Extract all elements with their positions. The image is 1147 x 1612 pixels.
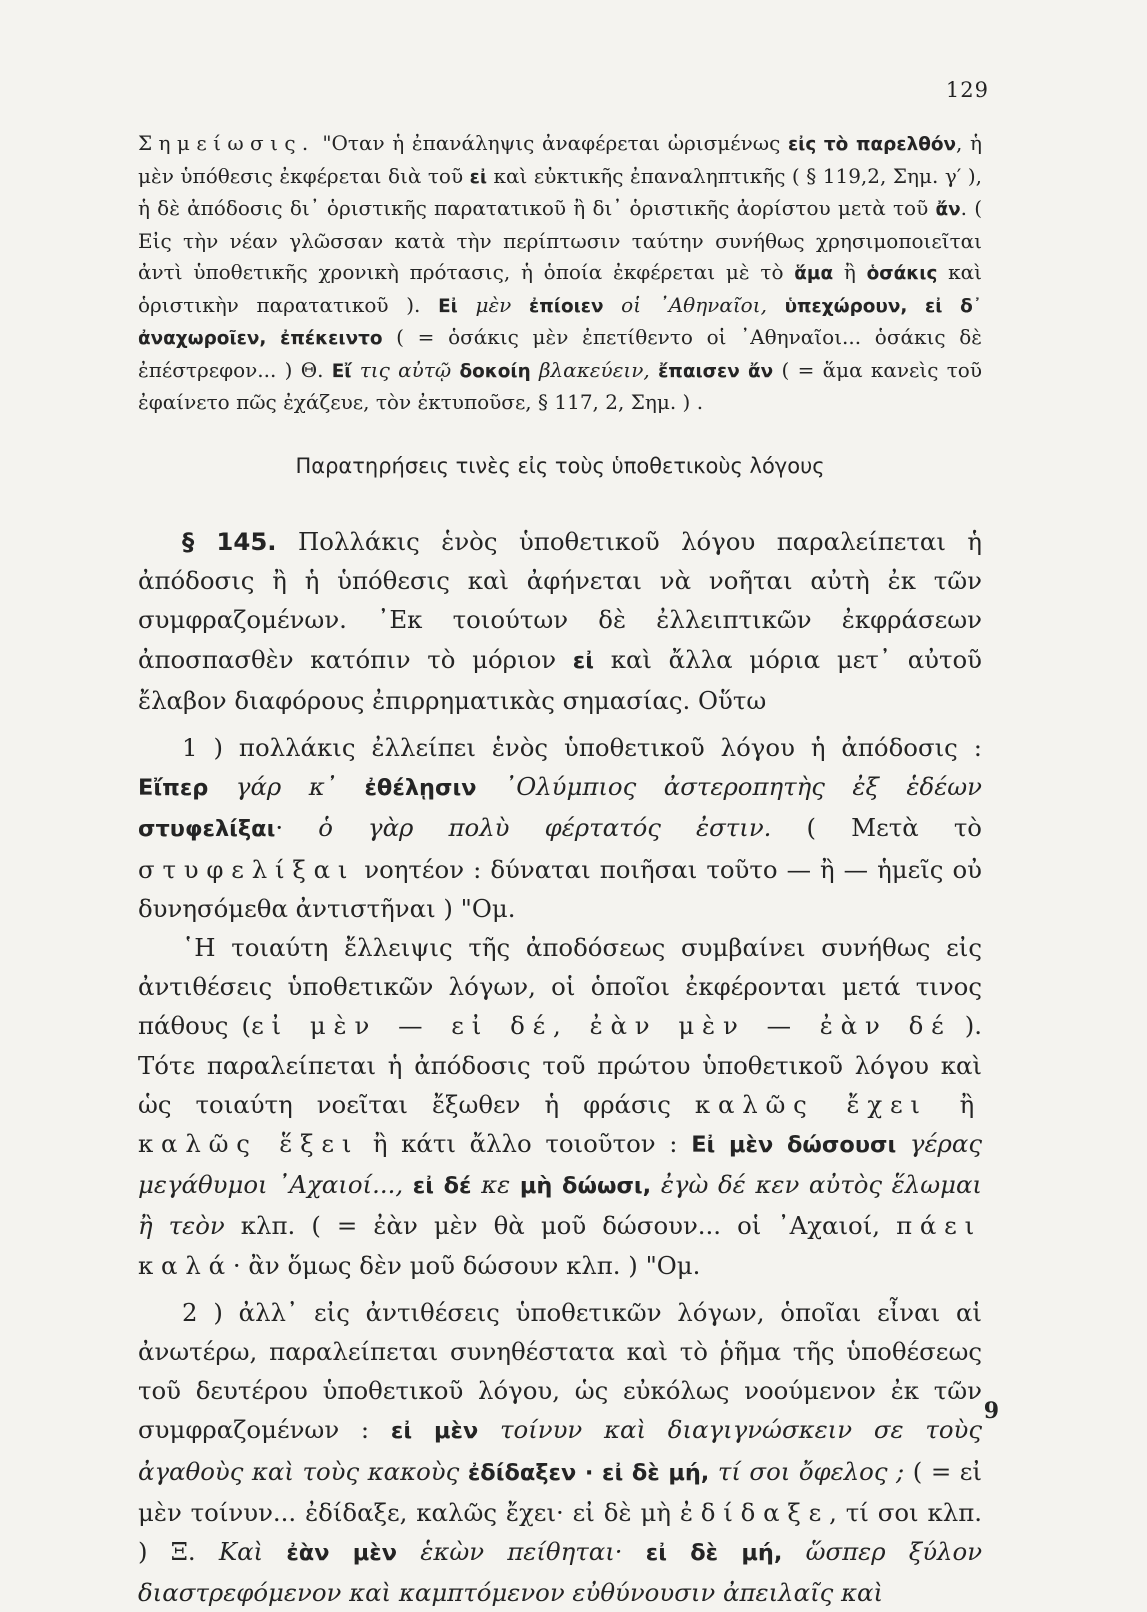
signature-mark: 9 bbox=[983, 1398, 999, 1424]
section-heading: Παρατηρήσεις τινὲς εἰς τοὺς ὑποθετικοὺς λόγους bbox=[295, 454, 825, 478]
note-label: Σημείωσις. bbox=[138, 131, 315, 155]
section-number: § 145. bbox=[182, 527, 277, 556]
page-number: 129 bbox=[945, 78, 989, 102]
item-1-continuation: ῾Η τοιαύτη ἔλλειψις τῆς ἀποδόσεως συμβαίνει συνήθως εἰς ἀντιθέσεις ὑποθετικῶν λόγων, οἱ ὁποῖοι ἐκφέρονται μετά τινος πάθους (εἰ μὲν — εἰ δέ, ἐὰν μὲν — ἐὰν δέ ). Τότε παραλείπεται ἡ ἀπόδοσις τοῦ πρώτου ὑποθετικοῦ λόγου καὶ ὡς τοιαύτη νοεῖται ἔξωθεν ἡ φράσις καλῶς ἔχει ἢ καλῶς ἕξει ἢ κάτι ἄλλο τοιοῦτον : Εἰ μὲν δώσουσι γέρας μεγάθυμοι ᾿Αχαιοί..., εἰ δέ κε μὴ δώωσι, ἐγὼ δέ κεν αὐτὸς ἕλωμαι ἢ τεὸν κλπ. ( = ἐὰν μὲν θὰ μοῦ δώσουν... οἱ ᾿Αχαιοί, πάει καλά· ἂν ὅμως δὲν μοῦ δώσουν κλπ. ) "Ομ. bbox=[138, 933, 982, 1280]
item-2-paragraph: 2 ) ἀλλ᾽ εἰς ἀντιθέσεις ὑποθετικῶν λόγων, ὁποῖαι εἶναι αἱ ἀνωτέρω, παραλείπεται συνηθέστατα καὶ τὸ ῥῆμα τῆς ὑποθέσεως τοῦ δευτέρου ὑποθετικοῦ λόγου, ὡς εὐκόλως νοούμενον ἐκ τῶν συμφραζομένων : εἰ μὲν τοίνυν καὶ διαγιγνώσκειν σε τοὺς ἀγαθοὺς καὶ τοὺς κακοὺς ἐδίδαξεν · εἰ δὲ μή, τί σοι ὄφελος ; ( = εἰ μὲν τοίνυν... ἐδίδαξε, καλῶς ἔχει· εἰ δὲ μὴ ἐδίδαξε, τί σοι κλπ. ) Ξ. Καὶ ἐὰν μὲν ἑκὼν πείθηται· εἰ δὲ μή, ὥσπερ ξύλον διαστρεφόμενον καὶ καμπτόμενον εὐθύνουσιν ἀπειλαῖς καὶ bbox=[138, 1297, 983, 1608]
main-text bbox=[138, 522, 982, 1612]
note-paragraph: Σημείωσις. "Οταν ἡ ἐπανάληψις ἀναφέρεται ὡρισμένως εἰς τὸ παρελθόν, ἡ μὲν ὑπόθεσις ἐκφέρεται διὰ τοῦ εἰ καὶ εὐκτικῆς ἐπαναληπτικῆς ( § 119,2, Σημ. γ′ ), ἡ δὲ ἀπόδοσις δι᾽ ὁριστικῆς παρατατικοῦ ἢ δι᾽ ὁριστικῆς ἀορίστου μετὰ τοῦ ἄν. ( Εἰς τὴν νέαν γλῶσσαν κατὰ τὴν περίπτωσιν ταύτην συνήθως χρησιμοποιεῖται ἀντὶ ὑποθετικῆς χρονικὴ πρότασις, ἡ ὁποία ἐκφέρεται μὲ τὸ ἅμα ἢ ὁσάκις καὶ ὁριστικὴν παρατατικοῦ ). Εἰ μὲν ἐπίοιεν οἱ ᾿Αθηναῖοι, ὑπεχώρουν, εἰ δ᾽ ἀναχωροῖεν, ἐπέκειντο ( = ὁσάκις μὲν ἐπετίθεντο οἱ ᾿Αθηναῖοι... ὁσάκις δὲ ἐπέστρεφον... ) Θ. Εἴ τις αὐτῷ δοκοίη βλακεύειν, ἔπαισεν ἄν ( = ἅμα κανεὶς τοῦ ἐφαίνετο πῶς ἐχάζευε, τὸν ἐκτυποῦσε, § 117, 2, Σημ. ) . bbox=[138, 131, 982, 414]
section-145-paragraph: § 145. Πολλάκις ἑνὸς ὑποθετικοῦ λόγου παραλείπεται ἡ ἀπόδοσις ἢ ἡ ὑπόθεσις καὶ ἀφήνεται νὰ νοῆται αὐτὴ ἐκ τῶν συμφραζομένων. ᾿Εκ τοιούτων δὲ ἐλλειπτικῶν ἐκφράσεων ἀποσπασθὲν κατόπιν τὸ μόριον εἰ καὶ ἄλλα μόρια μετ᾽ αὐτοῦ ἔλαβον διαφόρους ἐπιρρηματικὰς σημασίας. Οὕτω bbox=[138, 527, 983, 715]
item-1-paragraph: 1 ) πολλάκις ἐλλείπει ἑνὸς ὑποθετικοῦ λόγου ἡ ἀπόδοσις : Εἴπερ γάρ κ᾽ ἐθέλῃσιν ᾿Ολύμπιος ἀστεροπητὴς ἐξ ἑδέων στυφελίξαι· ὁ γὰρ πολὺ φέρτατός ἐστιν. ( Μετὰ τὸ στυφελίξαι νοητέον : δύναται ποιῆσαι τοῦτο — ἢ — ἡμεῖς οὐ δυνησόμεθα ἀντιστῆναι ) "Ομ. bbox=[138, 733, 982, 923]
